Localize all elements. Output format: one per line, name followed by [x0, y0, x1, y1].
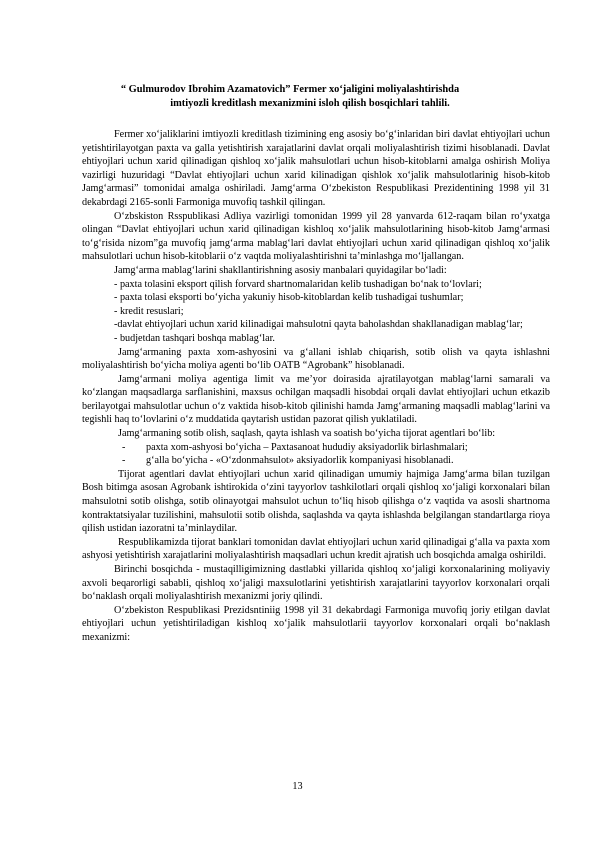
paragraph-4: Jamg‘armaning paxta xom-ashyosini va g‘allani ishlab chiqarish, sotib olish va qayta ishlashni moliyalashtirish bo‘yicha moliya agenti bo‘lib OATB “Agrobank” hisoblanadi.: [82, 346, 550, 372]
paragraph-10: O‘zbekiston Respublikasi Prezidsntiniig 1998 yil 31 dekabrdagi Farmoniga muvofiq joriy etilgan davlat ehtiyojlari uchun yetishtiriladigan kishloq xo‘jalik mahsulotlarii tayyorlov korxonalari orqali bo‘naklash mexanizmi:: [82, 604, 550, 643]
document-title: [100, 83, 520, 110]
bullet-text: paxta xom-ashyosi bo‘yicha – Paxtasanoat hududiy aksiyadorlik birlashmalari;: [146, 441, 468, 453]
list-item: - budjetdan tashqari boshqa mablag‘lar.: [114, 332, 275, 344]
title-line-1: “ Gulmurodov Ibrohim Azamatovich” Fermer xo‘jaligini moliyalashtirishda: [120, 84, 460, 95]
bullet-item: [82, 441, 550, 455]
paragraph-8: Respublikamizda tijorat banklari tomonidan davlat ehtiyojlari uchun xarid qilinadigai g‘alla va paxta xom ashyosi yetishtirish xarajatlarini moliyalashtirish maqsadlari uchun kredit ajratish uch bosqichda amalga oshirildi.: [82, 536, 550, 562]
paragraph-3: Jamg‘arma mablag‘larini shakllantirishning asosiy manbalari quyidagilar bo‘ladi:: [114, 264, 447, 276]
list-item: - kredit resuslari;: [114, 305, 184, 317]
paragraph-2: O‘zbskiston Rsspublikasi Adliya vazirligi tomonidan 1999 yil 28 yanvarda 612-raqam bilan ro‘yxatga olingan “Davlat ehtiyojlari uchun xarid qilinadigan kishloq xo‘jalik mahsulotlarining hisob-kitob Jamg‘armasi to‘g‘risida nizom”ga muvofiq jamg‘arma mablag‘lari davlat ehtiyojlari uchun xarid qilinadigan qishloq xo‘jalik mahsulotlari uchun hisob-kitoblarii o‘z vaqtda moliyalashtirishni ta’minlashga mo‘ljallangan.: [82, 210, 550, 263]
list-item: - paxta tolasi eksporti bo‘yicha yakuniy hisob-kitoblardan kelib tushadigai tushumlar;: [114, 292, 464, 304]
list-item: -davlat ehtiyojlari uchun xarid kilinadigai mahsulotni qayta baholashdan shakllanadigan mablag‘lar;: [114, 319, 523, 331]
bullet-marker: -: [122, 441, 126, 453]
paragraph-5: Jamg‘armani moliya agentiga limit va me’yor doirasida ajratilayotgan mablag‘larni samarali va ko‘zlangan maqsadlarga sarflanishini, maxsus ochilgan maqsadli hisobdai orqali davlat ehtiyojlari uchun etkazib berilayotgai mahsulotlar uchun o‘z vaktida hisob-kitob qilinishi hamda Jamg‘armaning maqsadli mablag‘larini va tegishli haq to‘lovlarini o‘z muddatida qaytarish ustidan pazorat qilish yuklatiladi.: [82, 373, 550, 426]
bullet-text: g‘alla bo‘yicha - «O‘zdonmahsulot» aksiyadorlik kompaniyasi hisoblanadi.: [146, 455, 454, 467]
title-line-2: imtiyozli kreditlash mexanizmini isloh qilish bosqichlari tahlili.: [170, 97, 450, 109]
list-item: - paxta tolasini eksport qilish forvard shartnomalaridan kelib tushadigan bo‘nak to‘lovlari;: [114, 278, 482, 290]
document-body: [82, 128, 550, 645]
bullet-item: [82, 454, 550, 468]
paragraph-7: Tijorat agentlari davlat ehtiyojlari uchun xarid qilinadigan umumiy hajmiga Jamg‘arma bilan tuzilgan Bosh bitimga asosan Agrobank ishtirokida o‘zini tayyorlov tashkilotlari orqali qishloq xo‘jaligi korxonalari bilan mahsulotni sotib olishga, sotib olinayotgai mahsulot uchun to‘liq hisob qilishga o‘z vaqtida va asosli shartnoma kontraktatsiyalar tuzilishini, mahsulotii sotib olishda, saqlashda va qayta ishlashda belgilangan standartlarga rioya qilish ustidan iazoratni ta’minlaydilar.: [82, 468, 550, 535]
paragraph-1: Fermer xo‘jaliklarini imtiyozli kreditlash tizimining eng asosiy bo‘g‘inlaridan biri davlat ehtiyojlari uchun yetishtirilayotgan paxta va galla yetishtirish xarajatlarini davlat orqali moliyalashtirish tizimi hisoblanadi. Davlat ehtiyojlari uchun xarid qilinadigan qishloq xo‘jalik mahsulotlari uchun hisob-kitoblarni amalga oshirish Moliya vazirligi huzuridagi “Davlat ehtiyojlari uchun xarid kilinadigan qishlok xo‘jalik mahsulotlarinig hisob-kitob Jamg‘armasi” tomonidai amalga oshiriladi. Jamg‘arma O‘zbekiston Respublikasi Prezidentining 1998 yil 31 dekabrdagi 2165-sonli Farmoniga muvofiq tashkil qilingan.: [82, 129, 550, 208]
paragraph-6: Jamg‘armaning sotib olish, saqlash, qayta ishlash va soatish bo‘yicha tijorat agentlari bo‘lib:: [118, 428, 496, 440]
page-number: 13: [292, 781, 303, 792]
paragraph-9: Birinchi bosqichda - mustaqilligimizning dastlabki yillarida qishloq xo‘jaligi korxonalarining moliyaviy axvoli beqarorligi sababli, qishloq xo‘jaligi maxsulotlarini yetishtirish xarajatlarini tayyorlov korxonalari orqali bo‘naklash orqali moliyalashtirish mexanizmi joriy qilindi.: [82, 564, 550, 603]
bullet-marker: -: [122, 455, 126, 467]
